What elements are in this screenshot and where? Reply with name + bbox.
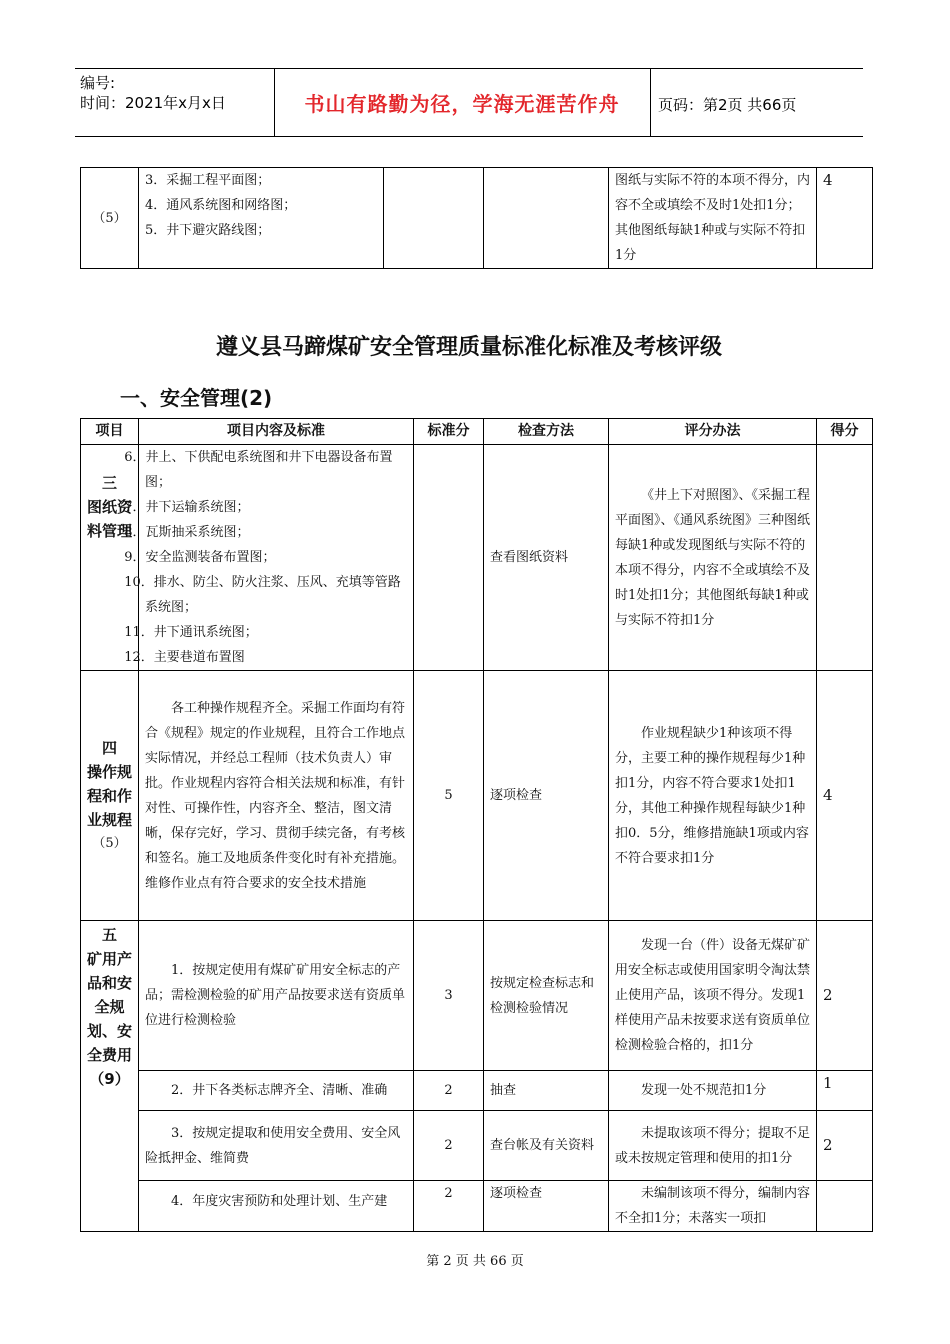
section-title: 一、安全管理(2) [120,386,273,410]
method-cell: 逐项检查 [484,1181,609,1232]
list-item: 7．井下运输系统图； [124,500,250,515]
content-cell: 各工种操作规程齐全。采掘工作面均有符合《规程》规定的作业规程，且符合工作地点实际情况，并经总工程师（技术负责人）审批。作业规程内容符合相关法规和标准，有针对性、可操作性，内容齐全、整洁，图文清晰，保存完好，学习、贯彻手续完备，有考核和签名。施工及地质条件变化时有补充措施。维修作业点有符合要求的安全技术措施 [139,671,414,921]
standard-score-cell: 5 [414,671,484,921]
standard-score-cell [384,168,484,269]
standard-score-cell: 2 [414,1111,484,1181]
header-motto: 书山有路勤为径，学海无涯苦作舟 [304,92,620,116]
list-item: 3．采掘工程平面图； [145,173,271,188]
standard-score-cell [414,445,484,671]
rule-cell: 未编制该项不得分，编制内容不全扣1分；未落实一项扣 [609,1181,817,1232]
item-cell: 五 矿用产品和安全规划、安全费用（9） [81,921,139,1232]
content-cell: 3．按规定提取和使用安全费用、安全风险抵押金、维简费 [139,1111,414,1181]
score-cell [817,1181,873,1232]
header-bottom-rule [75,136,863,137]
table-row [81,1071,873,1111]
content-cell: 1．按规定使用有煤矿矿用安全标志的产品；需检测检验的矿用产品按要求送有资质单位进行检测检验 [139,921,414,1071]
document-title: 遵义县马蹄煤矿安全管理质量标准化标准及考核评级 [215,335,722,360]
page-footer: 第 2 页 共 66 页 [426,1254,524,1269]
method-cell: 查台帐及有关资料 [484,1111,609,1181]
table-row [81,1111,873,1181]
table-row [81,921,873,1071]
table-row [81,1181,873,1232]
column-header: 标准分 [414,419,484,445]
score-cell: 2 [817,921,873,1071]
list-item: 4．通风系统图和网络图； [145,198,297,213]
column-header: 评分办法 [609,419,817,445]
content-cell [124,445,414,671]
header-page-info: 页码：第2页 共66页 [658,96,797,114]
rule-cell: 作业规程缺少1种该项不得分，主要工种的操作规程每少1种扣1分，内容不符合要求1处扣1分，其他工种操作规程每缺少1种扣0．5分，维修措施缺1项或内容不符合要求扣1分 [609,671,817,921]
method-cell [484,168,609,269]
method-cell: 抽查 [484,1071,609,1111]
rule-cell: 发现一处不规范扣1分 [609,1071,817,1111]
item-subtitle: （5） [92,835,127,851]
header-top-rule [75,68,863,69]
list-item: 12．主要巷道布置图 [124,650,245,665]
score-cell [817,445,873,671]
score-cell: 2 [817,1111,873,1181]
item-cell: 三 图纸资料管理 [81,445,139,671]
rule-cell: 《井上下对照图》、《采掘工程平面图》、《通风系统图》三种图纸每缺1种或发现图纸与实际不符的本项不得分，内容不全或填绘不及时1处扣1分；其他图纸每缺1种或与实际不符扣1分 [609,445,817,671]
column-header: 检查方法 [484,419,609,445]
item-title: 四 操作规程和作业规程 [87,738,133,829]
list-item: 5．井下避灾路线图； [145,223,271,238]
header-divider-right [650,68,651,136]
header-number-label: 编号: [80,74,116,92]
method-cell: 查看图纸资料 [484,445,609,671]
score-cell: 1 [817,1071,873,1111]
table-row [81,168,873,269]
table-header-row [81,419,873,445]
column-header: 项目内容及标准 [139,419,414,445]
rule-cell: 未提取该项不得分；提取不足或未按规定管理和使用的扣1分 [609,1111,817,1181]
list-item: 11．井下通讯系统图； [124,625,258,640]
rule-cell: 发现一台（件）设备无煤矿矿用安全标志或使用国家明令淘汰禁止使用产品，该项不得分。发现1样使用产品未按要求送有资质单位检测检验合格的，扣1分 [609,921,817,1071]
column-header: 得分 [817,419,873,445]
content-cell: 2．井下各类标志牌齐全、清晰、准确 [139,1071,414,1111]
continuation-table [80,167,873,269]
list-item: 8．瓦斯抽采系统图； [124,525,250,540]
item-cell: （5） [81,168,139,269]
score-cell: 4 [817,168,873,269]
column-header: 项目 [81,419,139,445]
standard-score-cell: 3 [414,921,484,1071]
method-cell: 按规定检查标志和检测检验情况 [484,921,609,1071]
table-row [81,671,873,921]
list-item: 9．安全监测装备布置图； [124,550,276,565]
main-table [80,418,873,1232]
list-item: 6．井上、下供配电系统图和井下电器设备布置图； [124,450,393,490]
score-cell: 4 [817,671,873,921]
item-cell [81,671,139,921]
content-cell [139,168,384,269]
header-time-label: 时间：2021年x月x日 [80,94,226,112]
content-cell: 4．年度灾害预防和处理计划、生产建 [139,1181,414,1232]
table-row [81,445,873,671]
method-cell: 逐项检查 [484,671,609,921]
rule-cell: 图纸与实际不符的本项不得分，内容不全或填绘不及时1处扣1分；其他图纸每缺1种或与实际不符扣1分 [609,168,817,269]
list-item: 10．排水、防尘、防火注浆、压风、充填等管路系统图； [124,575,401,615]
standard-score-cell: 2 [414,1181,484,1232]
standard-score-cell: 2 [414,1071,484,1111]
